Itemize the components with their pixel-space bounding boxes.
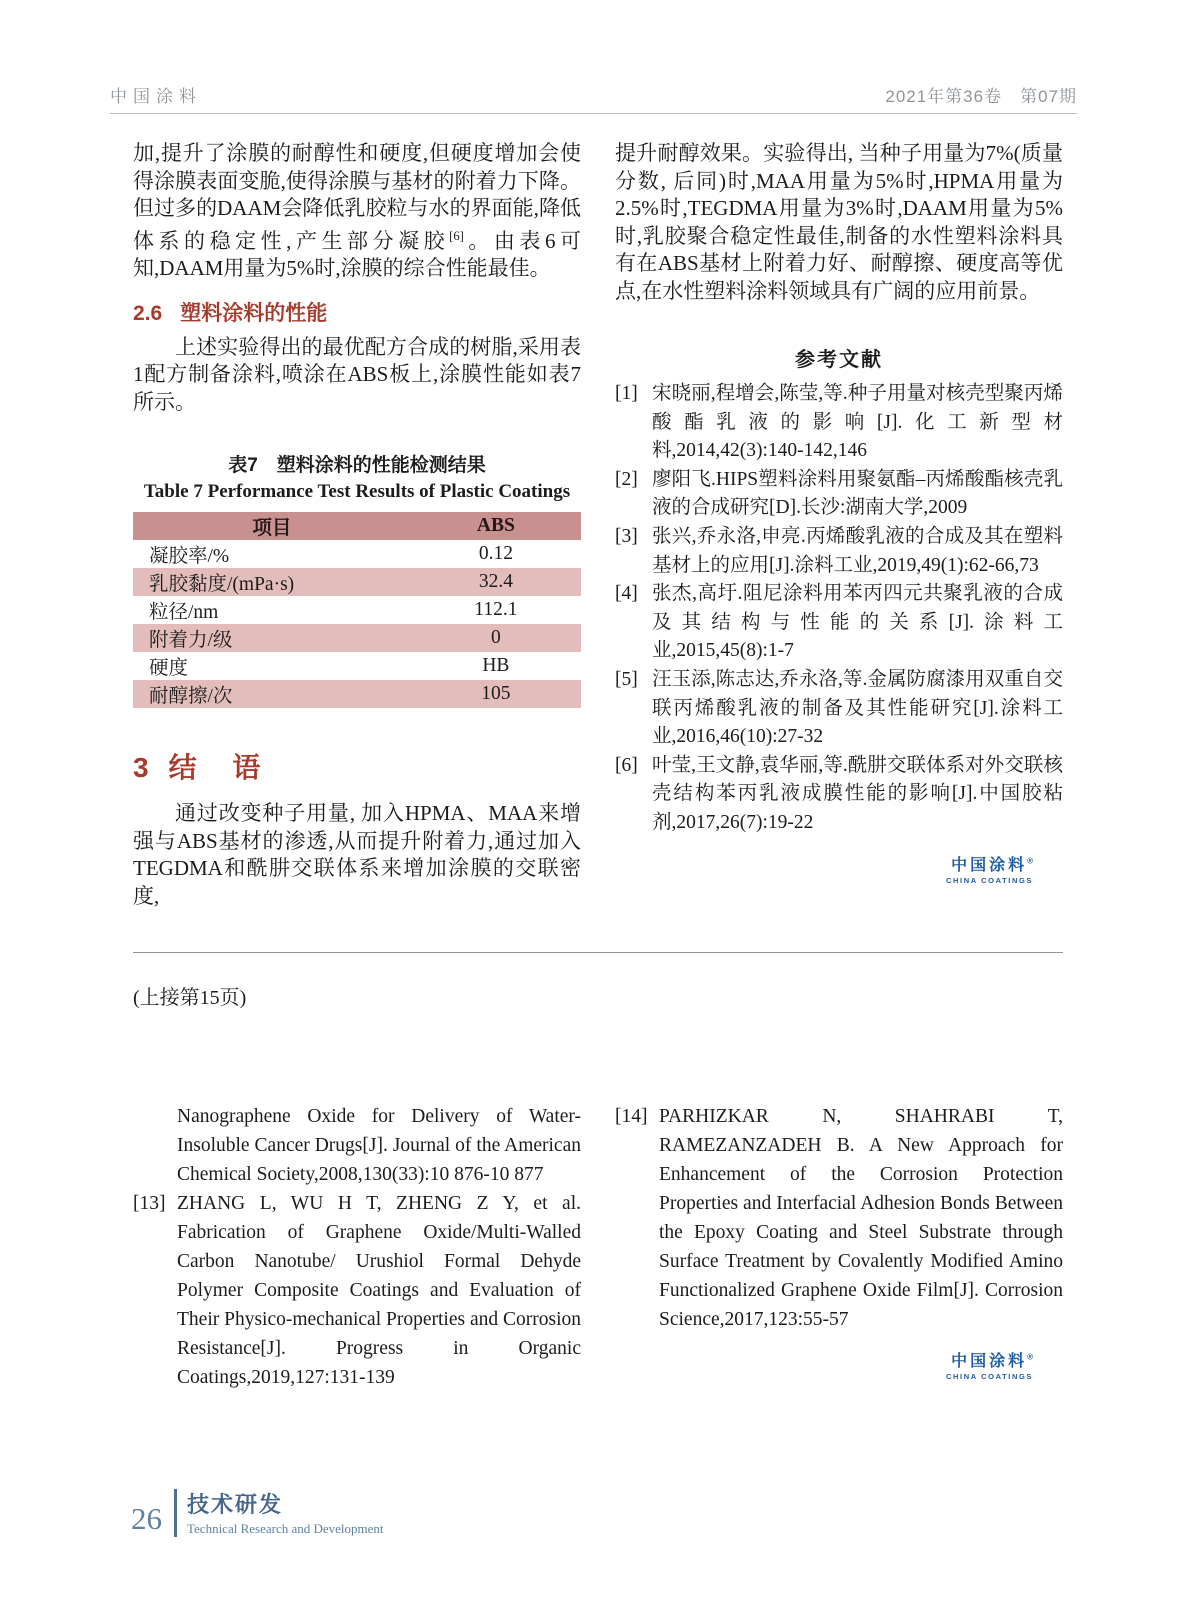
reference-number: [1] xyxy=(615,383,638,404)
row-label: 耐醇擦/次 xyxy=(149,686,233,707)
bottom-left-column xyxy=(133,1102,581,1392)
page-footer xyxy=(131,1488,1187,1537)
journal-name: 中国涂料 xyxy=(110,87,202,106)
section-divider xyxy=(133,952,1063,953)
table-row xyxy=(133,596,581,624)
paragraph: 上述实验得出的最优配方合成的树脂,采用表1配方制备涂料,喷涂在ABS板上,涂膜性能如表7所示。 xyxy=(133,334,581,414)
reference-text: 汪玉添,陈志达,乔永洛,等.金属防腐漆用双重自交联丙烯酸乳液的制备及其性能研究[J].涂料工业,2016,46(10):27-32 xyxy=(652,668,1063,748)
reference-continuation-text: Nanographene Oxide for Delivery of Water-Insoluble Cancer Drugs[J]. Journal of the American Chemical Society,2008,130(33):10 876-10 877 xyxy=(177,1106,581,1185)
footer-section-label xyxy=(187,1488,384,1537)
citation-superscript: [6] xyxy=(449,228,464,243)
reference-item xyxy=(133,1189,581,1392)
row-value: 0.12 xyxy=(478,543,513,564)
row-value: 0 xyxy=(491,627,501,648)
section-number: 3 xyxy=(133,752,151,783)
row-value: HB xyxy=(482,655,510,676)
table-row xyxy=(133,624,581,652)
paragraph-continued xyxy=(133,140,581,283)
reference-item xyxy=(615,580,1063,666)
section-title: 结 语 xyxy=(168,752,275,783)
bottom-columns xyxy=(133,1102,1063,1392)
row-label: 粒径/nm xyxy=(149,602,219,623)
row-label: 乳胶黏度/(mPa·s) xyxy=(149,574,295,595)
reference-item xyxy=(615,523,1063,580)
paragraph-text: 。由表6可知,DAAM用量为5%时,涂膜的综合性能最佳。 xyxy=(133,228,581,280)
registered-mark-icon: ® xyxy=(1027,1352,1033,1362)
table-row xyxy=(133,652,581,680)
footer-section-en: Technical Research and Development xyxy=(187,1521,384,1536)
table-row xyxy=(133,540,581,568)
paragraph-continued: 提升耐醇效果。实验得出, 当种子用量为7%(质量分数, 后同)时,MAA用量为5%时,HPMA用量为2.5%时,TEGDMA用量为3%时,DAAM用量为5%时,乳胶聚合稳定性最佳,制备的水性塑料涂料具有在ABS基材上附着力好、耐醇擦、硬度高等优点,在水性塑料涂料领域具有广阔的应用前景。 xyxy=(615,141,1063,303)
reference-item xyxy=(615,1102,1063,1334)
reference-item xyxy=(615,466,1063,523)
table-header-row xyxy=(133,512,581,540)
table-title-en: Table 7 Performance Test Results of Plastic Coatings xyxy=(143,481,571,502)
left-column xyxy=(133,140,581,952)
page-header xyxy=(110,0,1077,114)
logo-text-cn: 中国涂料® xyxy=(951,1352,1033,1370)
reference-text: 张杰,高圩.阻尼涂料用苯丙四元共聚乳液的合成及其结构与性能的关系[J].涂料工业,2015,45(8):1-7 xyxy=(652,583,1063,662)
reference-number: [13] xyxy=(133,1193,166,1214)
china-coatings-logo xyxy=(615,852,1063,885)
reference-number: [4] xyxy=(615,583,638,605)
logo-text-cn: 中国涂料® xyxy=(951,856,1033,874)
references-heading: 参考文献 xyxy=(795,349,883,371)
reference-number: [6] xyxy=(615,754,638,776)
section-number: 2.6 xyxy=(133,301,163,325)
reference-number: [5] xyxy=(615,668,638,690)
paragraph-text: 加,提升了涂膜的耐醇性和硬度,但硬度增加会使得涂膜表面变脆,使得涂膜与基材的附着力下降。但过多的DAAM会降低乳胶粒与水的界面能,降低体系的稳定性,产生部分凝胶 xyxy=(133,141,581,253)
reference-item xyxy=(615,666,1063,752)
reference-text: 叶莹,王文静,袁华丽,等.酰肼交联体系对外交联核壳结构苯丙乳液成膜性能的影响[J].中国胶粘剂,2017,26(7):19-22 xyxy=(652,754,1063,833)
logo-text-en: CHINA COATINGS xyxy=(946,1372,1033,1381)
china-coatings-logo xyxy=(615,1348,1063,1381)
reference-text: ZHANG L, WU H T, ZHENG Z Y, et al. Fabrication of Graphene Oxide/Multi-Walled Carbon Nanotube/ Urushiol Formal Dehyde Polymer Composite Coatings and Evaluation of Their Physico-mechanical Properties and Corrosion Resistance[J]. Progress in Organic Coatings,2019,127:131-139 xyxy=(177,1193,581,1388)
page-number: 26 xyxy=(131,1501,162,1536)
reference-number: [3] xyxy=(615,525,638,547)
issue-info: 2021年第36卷 第07期 xyxy=(885,87,1077,106)
reference-item xyxy=(615,752,1063,838)
reference-text: PARHIZKAR N, SHAHRABI T, RAMEZANZADEH B. A New Approach for Enhancement of the Corrosion Protection Properties and Interfacial Adhesion Bonds Between the Epoxy Coating and Steel Substrate through Surface Treatment by Covalently Modified Amino Functionalized Graphene Oxide Film[J]. Corrosion Science,2017,123:55-57 xyxy=(659,1106,1063,1330)
table-row xyxy=(133,680,581,708)
footer-section-cn: 技术研发 xyxy=(187,1492,284,1517)
reference-text: 廖阳飞.HIPS塑料涂料用聚氨酯–丙烯酸酯核壳乳液的合成研究[D].长沙:湖南大学,2009 xyxy=(652,468,1063,519)
reference-text: 张兴,乔永洛,申亮.丙烯酸乳液的合成及其在塑料基材上的应用[J].涂料工业,2019,49(1):62-66,73 xyxy=(652,525,1063,576)
paragraph: 通过改变种子用量, 加入HPMA、MAA来增强与ABS基材的渗透,从而提升附着力,通过加入TEGDMA和酰肼交联体系来增加涂膜的交联密度, xyxy=(133,801,581,908)
registered-mark-icon: ® xyxy=(1027,856,1033,866)
reference-item xyxy=(615,380,1063,466)
reference-number: [2] xyxy=(615,468,638,490)
continued-from-note: (上接第15页) xyxy=(133,987,247,1009)
bottom-right-column xyxy=(615,1102,1063,1392)
footer-divider-bar xyxy=(174,1489,177,1537)
main-columns xyxy=(133,140,1063,952)
row-value: 32.4 xyxy=(478,571,513,592)
right-column xyxy=(615,140,1063,952)
reference-text: 宋晓丽,程增会,陈莹,等.种子用量对核壳型聚丙烯酸酯乳液的影响[J].化工新型材料,2014,42(3):140-142,146 xyxy=(652,383,1063,462)
performance-table xyxy=(133,512,581,708)
section-title: 塑料涂料的性能 xyxy=(180,301,328,325)
row-label: 硬度 xyxy=(149,658,189,679)
row-value: 105 xyxy=(481,683,511,704)
table-title-cn: 表7 塑料涂料的性能检测结果 xyxy=(228,455,486,476)
row-value: 112.1 xyxy=(474,599,518,620)
logo-text-en: CHINA COATINGS xyxy=(946,875,1033,885)
column-header: 项目 xyxy=(133,512,411,540)
section-heading-2-6 xyxy=(133,297,581,327)
section-heading-3 xyxy=(133,746,581,786)
row-label: 凝胶率/% xyxy=(149,546,230,567)
reference-list xyxy=(615,380,1063,838)
column-header: ABS xyxy=(411,512,581,540)
reference-number: [14] xyxy=(615,1106,648,1127)
table-row xyxy=(133,568,581,596)
row-label: 附着力/级 xyxy=(149,630,233,651)
